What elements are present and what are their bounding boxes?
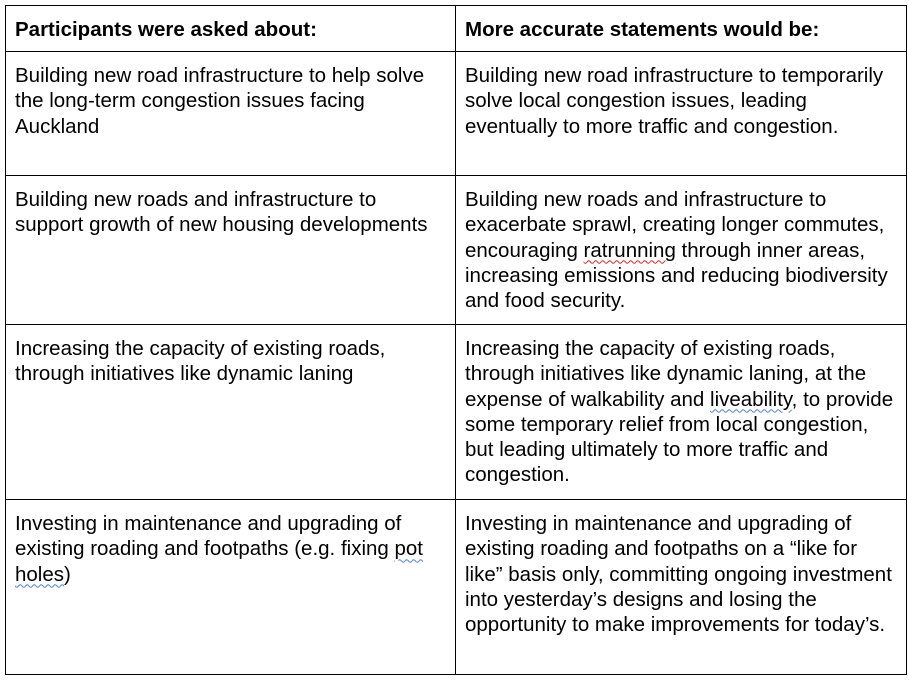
table-row bbox=[6, 176, 907, 325]
header-accurate-statements: More accurate statements would be: bbox=[456, 6, 907, 52]
cell-accurate bbox=[456, 176, 907, 325]
table-row bbox=[6, 52, 907, 176]
cell-accurate: Investing in maintenance and upgrading of existing roading and footpaths on a “like for like” basis only, committing ongoing investment into yesterday’s designs and losing the opportunity to make improvements for today’s. bbox=[456, 500, 907, 675]
grammar-flagged-word[interactable]: pot holes bbox=[15, 537, 423, 586]
cell-asked: Increasing the capacity of existing roads, through initiatives like dynamic laning bbox=[6, 325, 456, 500]
cell-text: Building new roads and infrastructure to exacerbate sprawl, creating longer commutes, encouraging bbox=[465, 188, 885, 262]
cell-asked: Building new road infrastructure to help solve the long-term congestion issues facing Auckland bbox=[6, 52, 456, 176]
spelling-flagged-word[interactable]: ratrunning bbox=[583, 238, 676, 262]
grammar-flagged-word[interactable]: liveability bbox=[710, 387, 792, 411]
cell-asked: Building new roads and infrastructure to support growth of new housing developments bbox=[6, 176, 456, 325]
comparison-table bbox=[5, 5, 907, 675]
cell-text: Investing in maintenance and upgrading of existing roading and footpaths (e.g. fixing bbox=[15, 512, 402, 561]
cell-text: Increasing the capacity of existing roads, through initiatives like dynamic laning, at the expense of walkability and bbox=[465, 337, 867, 411]
cell-accurate: Building new road infrastructure to temporarily solve local congestion issues, leading eventually to more traffic and congestion. bbox=[456, 52, 907, 176]
cell-accurate bbox=[456, 325, 907, 500]
table-row bbox=[6, 325, 907, 500]
table-row bbox=[6, 500, 907, 675]
header-participants-asked: Participants were asked about: bbox=[6, 6, 456, 52]
cell-text: through inner areas, increasing emissions and reducing biodiversity and food security. bbox=[465, 238, 888, 313]
header-row bbox=[6, 6, 907, 52]
cell-text: ) bbox=[64, 562, 71, 586]
cell-asked bbox=[6, 500, 456, 675]
cell-text: , to provide some temporary relief from local congestion, but leading ultimately to more traffic and congestion. bbox=[465, 387, 894, 487]
